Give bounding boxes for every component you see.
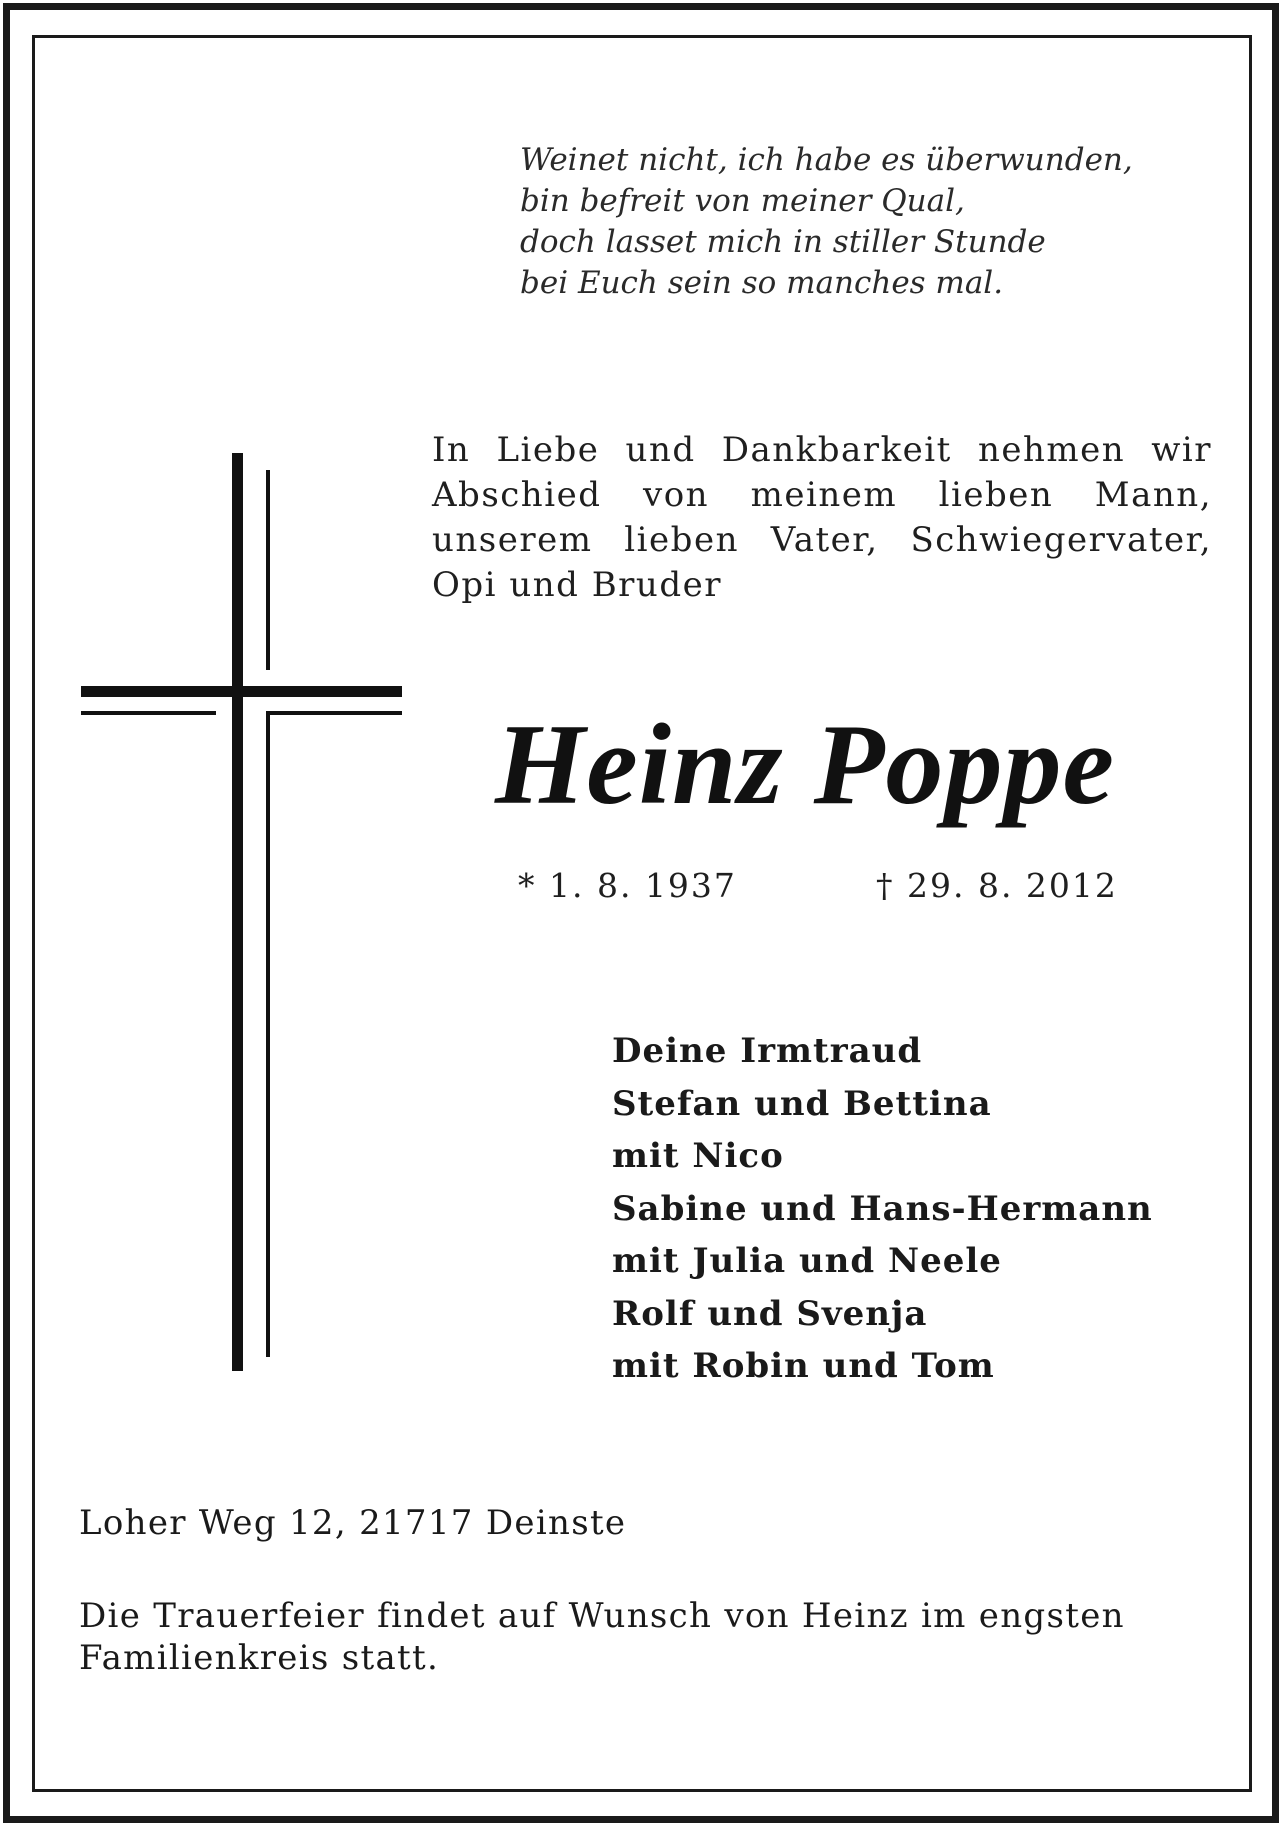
birth-date: * 1. 8. 1937 [518, 866, 737, 905]
cross-vertical-line-lower [266, 712, 270, 1357]
family-line: mit Robin und Tom [612, 1346, 995, 1386]
notice-line: Die Trauerfeier findet auf Wunsch von Heinz im engsten [79, 1596, 1125, 1636]
cross-icon [0, 0, 420, 1380]
intro-line: In Liebe und Dankbarkeit nehmen wir [432, 430, 1212, 470]
death-date: † 29. 8. 2012 [876, 866, 1118, 905]
cross-horizontal-line-right [266, 711, 402, 715]
cross-horizontal-line-left [81, 711, 216, 715]
family-line: Rolf und Svenja [612, 1293, 928, 1334]
poem-line: bei Euch sein so manches mal. [520, 265, 1004, 301]
cross-vertical-bar [232, 453, 243, 1371]
notice-line: Familienkreis statt. [79, 1638, 440, 1678]
intro-line: unserem lieben Vater, Schwiegervater, [432, 520, 1212, 560]
intro-line: Opi und Bruder [432, 565, 722, 605]
family-line: mit Julia und Neele [612, 1241, 1002, 1281]
poem-line: Weinet nicht, ich habe es überwunden, [520, 142, 1133, 178]
deceased-name: Heinz Poppe [495, 701, 1115, 829]
family-line: mit Nico [612, 1136, 784, 1176]
family-line: Sabine und Hans-Hermann [612, 1188, 1153, 1229]
cross-horizontal-bar [81, 686, 402, 697]
poem-line: doch lasset mich in stiller Stunde [520, 224, 1046, 260]
poem-line: bin befreit von meiner Qual, [520, 183, 965, 219]
intro-line: Abschied von meinem lieben Mann, [432, 475, 1212, 515]
cross-vertical-line-upper [266, 470, 270, 670]
funeral-notice [79, 1595, 1209, 1679]
family-line: Deine Irmtraud [612, 1031, 923, 1071]
poem [520, 140, 1133, 304]
family-line: Stefan und Bettina [612, 1083, 992, 1124]
family-signatures [612, 1025, 1153, 1393]
address: Loher Weg 12, 21717 Deinste [79, 1503, 627, 1543]
intro-text [432, 428, 1212, 608]
